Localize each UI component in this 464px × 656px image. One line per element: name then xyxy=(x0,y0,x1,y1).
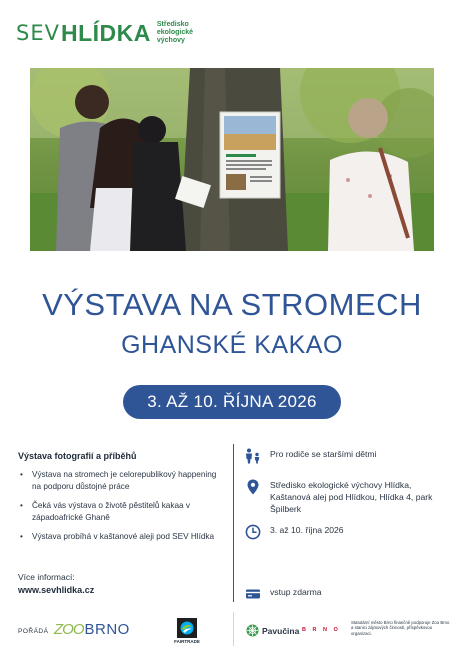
list-item: • Výstava na stromech je celorepublikový happening na podporu důstojné práce xyxy=(18,469,218,493)
entry-text: vstup zdarma xyxy=(270,587,322,597)
family-icon xyxy=(244,448,262,464)
date-badge: 3. AŽ 10. ŘÍJNA 2026 xyxy=(123,385,341,419)
address-text: Středisko ekologické výchovy Hlídka, Kaštanová alej pod Hlídkou, Hlídka 4, park Špilberk xyxy=(270,480,433,514)
logo-hlidka-text: HLÍDKA xyxy=(60,19,151,46)
entry-row xyxy=(244,586,322,602)
hero-photo-illustration xyxy=(30,68,434,251)
dates-text: 3. až 10. října 2026 xyxy=(270,525,344,535)
zoo-brno-text: BRNO xyxy=(84,621,130,638)
sub-title: GHANSKÉ KAKAO xyxy=(121,331,343,359)
website-link[interactable]: www.sevhlidka.cz xyxy=(18,585,95,595)
list-item: • Výstava probíhá v kaštanové aleji pod SEV Hlídka xyxy=(18,531,218,543)
audience-row xyxy=(244,448,377,464)
pavucina-icon xyxy=(246,624,259,637)
logo-sev-text: SEV xyxy=(16,21,60,45)
description-column xyxy=(18,451,218,550)
fairtrade-logo xyxy=(172,618,202,644)
organizer-label: POŘÁDÁ xyxy=(18,628,49,635)
clock-icon xyxy=(244,524,262,540)
pavucina-logo xyxy=(246,624,299,637)
ticket-icon xyxy=(244,586,262,602)
zoo-prefix: ZOO xyxy=(54,621,84,638)
sev-hlidka-logo xyxy=(16,20,217,46)
fairtrade-label: FAIRTRADE xyxy=(174,639,200,644)
pavucina-text: Pavučina xyxy=(262,625,300,636)
zoo-brno-logo xyxy=(54,621,130,638)
list-item: • Čeká vás výstava o životě pěstitelů kakaa v západoafrické Ghaně xyxy=(18,500,218,524)
brno-city-logo: B R N O xyxy=(302,627,341,633)
audience-text: Pro rodiče se staršími dětmi xyxy=(270,449,377,459)
logo-subtitle: Středisko ekologické výchovy xyxy=(156,21,194,44)
footer-divider xyxy=(233,612,234,646)
more-info-label: Více informací: xyxy=(18,572,75,582)
address-row xyxy=(244,479,448,515)
location-pin-icon xyxy=(244,479,262,495)
description-list xyxy=(18,469,218,543)
dates-row xyxy=(244,524,344,540)
description-heading: Výstava fotografií a příběhů xyxy=(18,451,137,461)
hero-photo xyxy=(30,68,434,251)
fairtrade-icon xyxy=(177,618,197,638)
main-title: VÝSTAVA NA STROMECH xyxy=(42,287,422,322)
city-funding-note: Statutární město Brno finančně podporuje Zoo Brno a stanici zájmových činností, příspěvkovou organizaci. xyxy=(351,620,450,636)
column-divider xyxy=(233,444,234,602)
